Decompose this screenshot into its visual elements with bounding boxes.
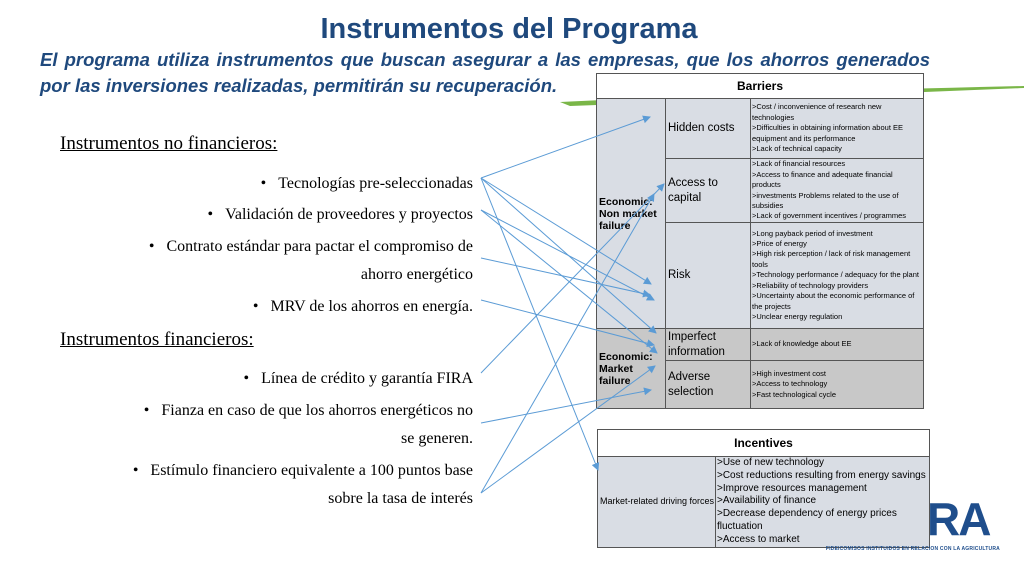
barrier-description: >Long payback period of investment >Price of energy >High risk perception / lack of risk management tools >Technology performance / adequacy for the plant >Reliability of technology providers >Uncertainty about the economic performance of the projects >Unclear energy regulation xyxy=(751,223,924,329)
incentives-header: Incentives xyxy=(598,430,930,457)
list-item-continuation: ahorro energético xyxy=(360,266,473,283)
list-item: • Contrato estándar para pactar el compromiso de xyxy=(148,238,473,255)
barrier-description: >Cost / inconvenience of research new technologies >Difficulties in obtaining information about EE equipment and its performance >Lack of technical capacity xyxy=(751,99,924,159)
barrier-label: Imperfect information xyxy=(666,329,751,361)
list-item-continuation: se generen. xyxy=(401,430,473,447)
list-item: • Tecnologías pre-seleccionadas xyxy=(260,175,473,192)
non-financial-heading: Instrumentos no financieros: xyxy=(60,133,278,154)
category-non-market-failure: Economic: Non market failure xyxy=(597,99,666,329)
barrier-description: >High investment cost >Access to technology >Fast technological cycle xyxy=(751,361,924,409)
page-title: Instrumentos del Programa xyxy=(320,13,698,45)
fira-logo xyxy=(922,492,1022,552)
logo-letters: RA xyxy=(927,493,990,545)
arrow xyxy=(481,178,598,470)
list-item: • MRV de los ahorros en energía. xyxy=(252,298,473,315)
page-subtitle: El programa utiliza instrumentos que buscan asegurar a las empresas, que los ahorros generados por las inversiones realizadas, permitirán su recuperación. xyxy=(40,49,930,96)
barrier-label: Hidden costs xyxy=(666,99,751,159)
logo-subtext: FIDEICOMISOS INSTITUIDOS EN RELACION CON LA AGRICULTURA xyxy=(825,546,1000,552)
category-market-failure: Economic: Market failure xyxy=(597,329,666,409)
incentive-category: Market-related driving forces xyxy=(598,457,716,548)
barrier-label: Risk xyxy=(666,223,751,329)
list-item: • Fianza en caso de que los ahorros energéticos no xyxy=(143,402,473,419)
list-item: • Estímulo financiero equivalente a 100 puntos base xyxy=(132,462,473,479)
incentives-table xyxy=(597,429,930,548)
list-item-continuation: sobre la tasa de interés xyxy=(328,490,473,507)
financial-heading: Instrumentos financieros: xyxy=(60,329,254,350)
barrier-description: >Lack of financial resources >Access to finance and adequate financial products >investments Problems related to the use of subsidies >Lack of government incentives / programmes xyxy=(751,159,924,223)
barriers-header: Barriers xyxy=(597,74,924,99)
barriers-table xyxy=(596,73,924,409)
incentive-description: >Use of new technology >Cost reductions resulting from energy savings >Improve resources management >Availability of finance >Decrease dependency of energy prices fluctuation >Access to market xyxy=(716,457,930,548)
barrier-description: >Lack of knowledge about EE xyxy=(751,329,924,361)
list-item: • Validación de proveedores y proyectos xyxy=(207,206,473,223)
list-item: • Línea de crédito y garantía FIRA xyxy=(243,370,473,387)
barrier-label: Adverse selection xyxy=(666,361,751,409)
barrier-label: Access to capital xyxy=(666,159,751,223)
